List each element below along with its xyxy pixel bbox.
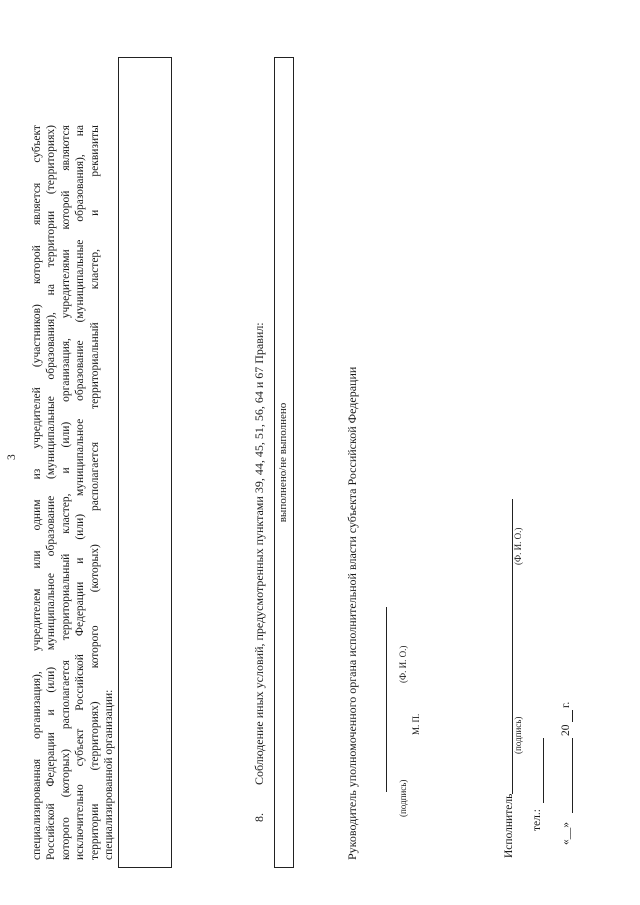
paragraph-word: кластер, (88, 248, 101, 290)
paragraph-word: специализированной организации: (103, 689, 116, 860)
paragraph-word: (муниципальные (45, 396, 58, 479)
paragraph-word: и (88, 209, 101, 216)
paragraph-line (30, 125, 44, 860)
paragraph-word: которого (59, 817, 72, 860)
paragraph-word: одним (31, 499, 43, 531)
item8-value-box (274, 57, 294, 868)
paragraph-word: которого (88, 625, 101, 669)
date-year-prefix: 20 (560, 724, 572, 736)
date-year-line (572, 710, 573, 722)
head-title: Руководитель уполномоченного органа исполнительной власти субъекта Российской Федерации (345, 366, 359, 860)
head-signature-line (386, 607, 387, 792)
paragraph-word: (территориях) (88, 701, 101, 771)
specialized-organization-paragraph (30, 125, 116, 860)
paragraph-word: территориальный (59, 553, 72, 641)
paragraph-word: учредителями (59, 249, 72, 319)
paragraph-word: (которых) (88, 544, 101, 593)
paragraph-word: муниципальное (74, 418, 87, 496)
paragraph-word: (или) (45, 666, 58, 693)
executor-label: Исполнитель (503, 793, 515, 858)
paragraph-word: специализированная (31, 758, 43, 860)
paragraph-word: располагается (88, 442, 101, 512)
paragraph-word: (участников) (31, 304, 43, 368)
paragraph-word: которой (59, 190, 72, 230)
item8-text: Соблюдение иных условий, предусмотренных пунктами 39, 44, 45, 51, 56, 64 и 67 Правил: (252, 322, 266, 785)
page-number: 3 (6, 454, 18, 460)
paragraph-word: и (74, 557, 87, 564)
paragraph-word: является (31, 182, 43, 226)
date-day: «__» (560, 822, 572, 845)
paragraph-line (73, 125, 87, 860)
date-month-line (572, 738, 573, 813)
head-signature-caption: (подпись) (398, 779, 408, 817)
phone-label: тел.: (531, 809, 543, 831)
paragraph-word: или (31, 550, 43, 569)
paragraph-word: организация, (59, 338, 72, 402)
executor-signature-caption: (подпись) (513, 716, 523, 754)
paragraph-word: Федерации (74, 581, 87, 637)
paragraph-word: (или) (74, 513, 87, 540)
paragraph-line (88, 125, 102, 860)
paragraph-word: (которых) (59, 749, 72, 798)
paragraph-word: Российской (45, 803, 58, 860)
paragraph-word: организация), (31, 671, 43, 739)
paragraph-line (102, 125, 116, 860)
stamp-place-label: М. П. (411, 713, 421, 735)
paragraph-word: исключительно (74, 784, 87, 860)
paragraph-word: муниципальное (45, 572, 58, 651)
paragraph-word: являются (59, 125, 72, 171)
paragraph-word: на (74, 125, 87, 137)
paragraph-word: и (59, 467, 72, 474)
paragraph-word: (муниципальные (74, 239, 87, 323)
phone-line (543, 738, 544, 803)
paragraph-word: (или) (59, 421, 72, 448)
head-fio-caption: (Ф. И. О.) (398, 645, 408, 683)
paragraph-line (59, 125, 73, 860)
paragraph-word: образования), (45, 312, 58, 380)
paragraph-word: реквизиты (88, 125, 101, 177)
paragraph-word: учредителей (31, 387, 43, 449)
paragraph-line (44, 125, 58, 860)
paragraph-word: кластер, (59, 493, 72, 534)
date-year-suffix: г. (560, 701, 572, 708)
paragraph-word: на (45, 284, 58, 296)
paragraph-word: и (45, 709, 58, 716)
item8-value: выполнено/не выполнено (277, 402, 289, 523)
executor-fio-caption: (Ф. И. О.) (513, 527, 523, 565)
paragraph-word: территориальный (88, 322, 101, 409)
paragraph-word: территории (45, 210, 58, 268)
paragraph-word: которой (31, 245, 43, 285)
paragraph-word: образование (74, 340, 87, 401)
paragraph-word: располагается (59, 660, 72, 730)
paragraph-word: образование (45, 495, 58, 557)
paragraph-word: из (31, 468, 43, 480)
paragraph-word: территории (88, 803, 101, 860)
paragraph-word: образования), (74, 154, 87, 222)
paragraph-word: Российской (74, 654, 87, 711)
paragraph-word: Федерации (45, 732, 58, 787)
paragraph-word: учредителем (31, 588, 43, 652)
item8-number: 8. (252, 813, 266, 822)
paragraph-word: субъект (74, 728, 87, 767)
paragraph-word: (территориях) (45, 125, 58, 195)
paragraph-word: субъект (31, 125, 43, 163)
specialized-organization-details-box (118, 57, 172, 868)
